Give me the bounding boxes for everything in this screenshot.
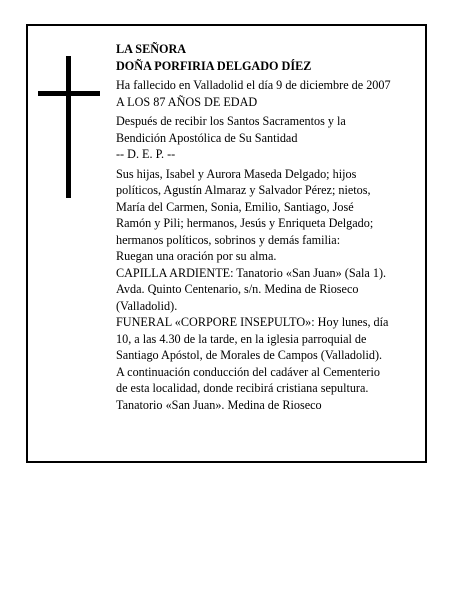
notice-line-benediction: Bendición Apostólica de Su Santidad	[116, 130, 298, 145]
cross-icon	[38, 56, 100, 198]
deceased-name: DOÑA PORFIRIA DELGADO DÍEZ	[116, 58, 312, 73]
notice-line-chapel: CAPILLA ARDIENTE: Tanatorio «San Juan» (Sala 1).	[116, 265, 387, 280]
cross-vertical-bar	[66, 56, 71, 198]
notice-line-age: A LOS 87 AÑOS DE EDAD	[116, 94, 258, 109]
notice-line-funeral: FUNERAL «CORPORE INSEPULTO»: Hoy lunes, día	[116, 315, 389, 329]
notice-line-family: políticos, Agustín Almaraz y Salvador Pérez; nietos,	[116, 183, 371, 197]
notice-line-sacraments: Después de recibir los Santos Sacramentos y la	[116, 114, 346, 128]
notice-line-chapel: (Valladolid).	[116, 298, 178, 313]
notice-line-prayer: Ruegan una oración por su alma.	[116, 249, 277, 263]
cross-horizontal-bar	[38, 91, 100, 96]
notice-line-family: Sus hijas, Isabel y Aurora Maseda Delgado; hijos	[116, 166, 357, 181]
notice-line-footer: Tanatorio «San Juan». Medina de Rioseco	[116, 397, 322, 412]
notice-text	[116, 41, 424, 413]
notice-line-funeral: Santiago Apóstol, de Morales de Campos (Valladolid).	[116, 348, 383, 362]
notice-line-chapel: Avda. Quinto Centenario, s/n. Medina de Rioseco	[116, 282, 359, 296]
notice-line-dep: -- D. E. P. --	[116, 147, 176, 161]
notice-line-funeral: 10, a las 4.30 de la tarde, en la iglesia parroquial de	[116, 331, 367, 346]
notice-line-death: Ha fallecido en Valladolid el día 9 de diciembre de 2007	[116, 78, 391, 92]
notice-line-burial: de esta localidad, donde recibirá cristiana sepultura.	[116, 381, 369, 395]
notice-title: LA SEÑORA	[116, 42, 187, 56]
notice-line-family: hermanos políticos, sobrinos y demás familia:	[116, 232, 341, 247]
notice-line-family: Ramón y Pili; hermanos, Jesús y Enriqueta Delgado;	[116, 216, 374, 230]
notice-line-family: María del Carmen, Sonia, Emilio, Santiago, José	[116, 199, 354, 214]
notice-line-burial: A continuación conducción del cadáver al Cementerio	[116, 364, 380, 379]
obituary-notice	[26, 24, 427, 463]
